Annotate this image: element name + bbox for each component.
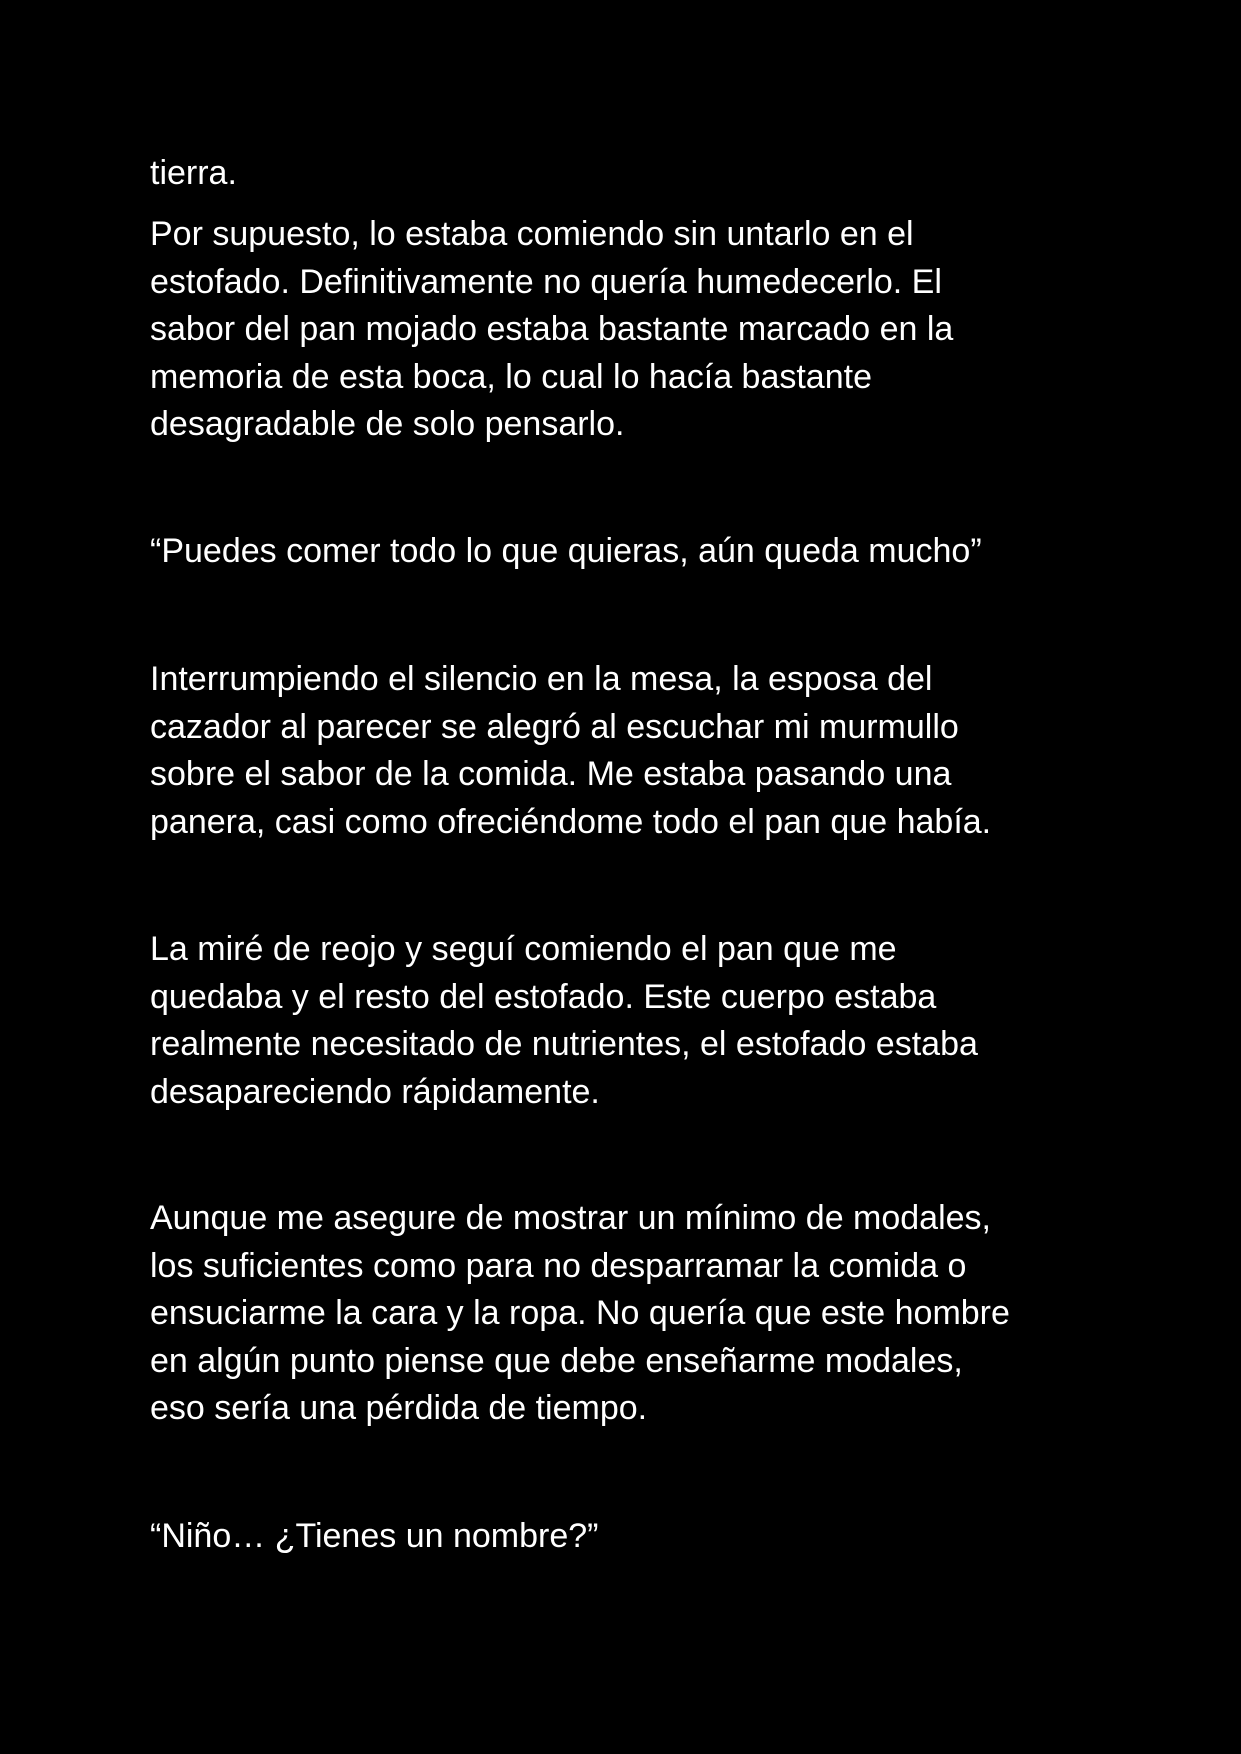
text-line: memoria de esta boca, lo cual lo hacía bastante [150,357,872,396]
text-line: en algún punto piense que debe enseñarme modales, [150,1341,963,1380]
paragraph-2 [150,211,1110,449]
text-line: tierra. [150,154,237,192]
text-line: desapareciendo rápidamente. [150,1072,600,1111]
text-line: ensuciarme la cara y la ropa. No quería que este hombre [150,1294,1010,1332]
paragraph-5 [150,926,1110,1116]
text-line: estofado. Definitivamente no quería humedecerlo. El [150,262,942,301]
paragraph-6 [150,1195,1110,1433]
text-line: La miré de reojo y seguí comiendo el pan que me [150,930,897,968]
paragraph-7 [150,1513,1110,1561]
paragraph-1 [150,150,1110,198]
paragraph-4 [150,656,1110,846]
text-line: eso sería una pérdida de tiempo. [150,1389,648,1427]
text-line: panera, casi como ofreciéndome todo el pan que había. [150,802,992,841]
text-line: cazador al parecer se alegró al escuchar mi murmullo [150,707,959,746]
text-line: quedaba y el resto del estofado. Este cuerpo estaba [150,977,937,1016]
paragraph-3 [150,528,1110,576]
text-line: desagradable de solo pensarlo. [150,405,625,443]
text-line: “Niño… ¿Tienes un nombre?” [150,1517,599,1555]
text-line: los suficientes como para no desparramar la comida o [150,1246,967,1285]
text-line: sabor del pan mojado estaba bastante marcado en la [150,310,954,348]
text-line: “Puedes comer todo lo que quieras, aún queda mucho” [150,532,982,570]
text-line: Interrumpiendo el silencio en la mesa, la esposa del [150,660,933,698]
text-line: sobre el sabor de la comida. Me estaba pasando una [150,755,952,793]
text-line: Aunque me asegure de mostrar un mínimo de modales, [150,1199,992,1237]
text-line: realmente necesitado de nutrientes, el estofado estaba [150,1025,978,1063]
text-line: Por supuesto, lo estaba comiendo sin untarlo en el [150,215,914,253]
